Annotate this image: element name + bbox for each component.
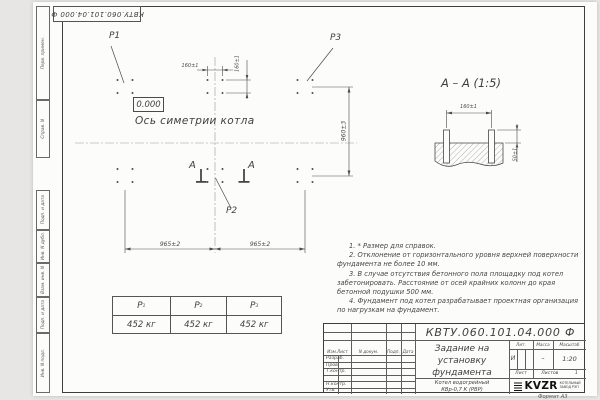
rotated-docnumber-text: КВТУ.060.101.04.000 Ф	[50, 10, 144, 18]
load-point-label-p1: P1	[109, 31, 121, 41]
section-bolt-left	[444, 130, 450, 163]
symmetry-axis-label: Ось симетрии котла	[135, 115, 255, 127]
section-dim-160: 160±1	[460, 103, 477, 110]
note-4: 4. Фундамент под котел разрабатывает проектная организация по нагрузкам на фундамент.	[337, 297, 579, 315]
mass-value: –	[541, 355, 545, 362]
sheet-label: Лист	[515, 371, 527, 376]
margin-label: Подп. и дата	[40, 300, 46, 330]
dim-965-right: 965±2	[249, 240, 271, 248]
load-table-value: 452 кг	[170, 315, 227, 334]
margin-label: Подп. и дата	[40, 195, 46, 225]
section-letter-left: А	[189, 160, 196, 171]
col-izm-list: Изм.Лист	[327, 349, 348, 354]
lit-label: Лит.	[516, 342, 526, 347]
logo-subtext: КОТЕЛЬНЫЙ ЗАВОД РЭП	[559, 381, 581, 389]
scale-value: 1:20	[562, 354, 577, 363]
dim-965-left: 965±2	[159, 240, 181, 248]
load-table-header: P 3	[226, 297, 281, 315]
row-prov: Пров.	[326, 362, 340, 368]
scale-label: Масштаб	[559, 342, 580, 347]
section-dimension-arrows	[447, 112, 519, 148]
margin-label: Перв. примен.	[40, 36, 46, 70]
sheets-label: Листов	[541, 371, 559, 376]
row-nkontr: Н.контр.	[326, 381, 347, 387]
col-podp: Подп.	[387, 349, 400, 354]
drawing-title: Задание на установку фундамента	[432, 344, 492, 378]
note-1: 1. * Размер для справок.	[349, 242, 436, 250]
load-table-header: P 2	[170, 297, 227, 315]
document-number: КВТУ.060.101.04.000 Ф	[425, 325, 576, 339]
product-name: Котел водогрейный КВр-0,7 К (РВР)	[434, 380, 490, 393]
section-dim-50: 50±1	[512, 147, 518, 162]
technical-notes	[337, 242, 583, 316]
load-point-label-p2: P2	[226, 206, 238, 216]
company-logo	[509, 378, 586, 394]
row-tkontr: Т.контр.	[326, 368, 346, 374]
section-view-concrete	[435, 130, 503, 166]
row-utv: Утв.	[326, 388, 336, 393]
sheets-cell	[533, 370, 586, 377]
note-2: 2. Отклонение от горизонтального уровня верхней поверхности фундамента не более 10 мм.	[337, 251, 579, 269]
coil-spring-icon	[514, 381, 522, 391]
note-3: 3. В случае отсутствия бетонного пола площадку под котел забетонировать. Расстояние от осей крайних колонн до края бетонной подушки 500 мм.	[337, 269, 564, 297]
format-label: Формат А3	[538, 394, 568, 400]
col-data: Дата	[402, 349, 414, 354]
margin-label: Инв. N дубл.	[40, 232, 46, 261]
plan-section-cut-marks	[196, 169, 250, 182]
load-table	[112, 296, 282, 334]
sheets-value: 1	[574, 371, 578, 376]
level-mark: 0.000	[133, 97, 164, 112]
section-letter-right: А	[248, 160, 255, 171]
dim-160-horizontal: 160±1	[181, 63, 199, 69]
col-n-dokum: N докум.	[358, 349, 379, 354]
section-view-title: А – А (1:5)	[441, 76, 501, 90]
section-bolt-right	[489, 130, 495, 163]
load-table-value: 452 кг	[113, 315, 170, 334]
logo-text: KVZR	[524, 380, 558, 392]
lit-value: И	[510, 355, 516, 362]
dim-960: 960±3	[340, 120, 347, 142]
mass-label: Масса	[536, 342, 550, 347]
plan-dimension-lines	[125, 60, 353, 253]
load-table-header: P 1	[137, 301, 146, 311]
title-block	[323, 323, 585, 393]
plan-centerlines	[75, 57, 357, 253]
dim-160-vertical: 160±1	[234, 55, 240, 72]
plan-dimension-arrows	[125, 69, 350, 251]
row-razrab: Разраб.	[326, 355, 345, 361]
load-table-value: 452 кг	[226, 315, 281, 334]
margin-label: Справ. N	[40, 119, 46, 139]
load-point-label-p3: P3	[330, 33, 342, 43]
margin-label: Взам. инв. N	[40, 266, 46, 294]
margin-label: Инв. N подл.	[40, 348, 46, 378]
